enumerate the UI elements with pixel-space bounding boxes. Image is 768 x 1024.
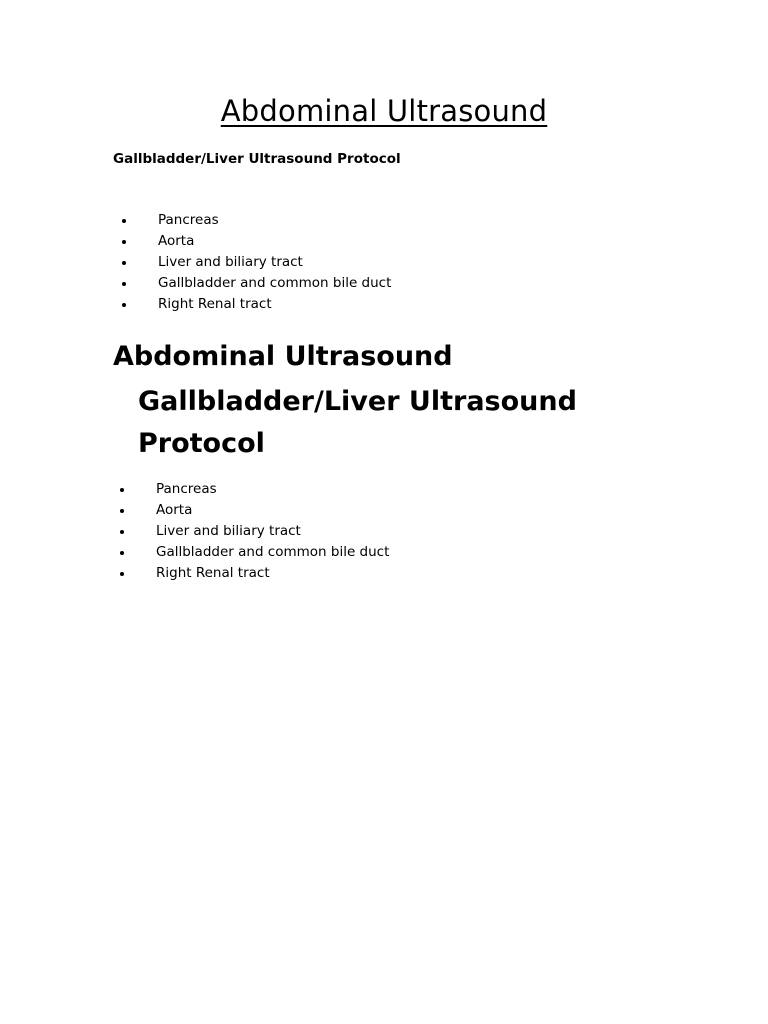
organ-list-repeat — [0, 479, 389, 584]
list-item — [0, 500, 389, 521]
list-item — [0, 542, 389, 563]
bullet-icon — [122, 303, 126, 307]
list-item — [0, 273, 391, 294]
bullet-icon — [122, 240, 126, 244]
list-item — [0, 479, 389, 500]
list-item-label: Right Renal tract — [156, 565, 270, 581]
section-subheading: Gallbladder/Liver Ultrasound Protocol — [138, 386, 577, 459]
list-item — [0, 563, 389, 584]
bullet-icon — [120, 551, 124, 555]
bullet-icon — [122, 261, 126, 265]
section-heading: Abdominal Ultrasound — [113, 341, 453, 372]
bullet-icon — [120, 530, 124, 534]
list-item — [0, 252, 391, 273]
list-item — [0, 231, 391, 252]
list-item-label: Pancreas — [156, 481, 217, 497]
bullet-icon — [120, 509, 124, 513]
list-item — [0, 210, 391, 231]
page-title: Abdominal Ultrasound — [220, 94, 548, 128]
protocol-subtitle: Gallbladder/Liver Ultrasound Protocol — [113, 151, 401, 167]
list-item-label: Aorta — [156, 502, 193, 518]
list-item-label: Aorta — [158, 233, 195, 249]
bullet-icon — [120, 488, 124, 492]
bullet-icon — [120, 572, 124, 576]
list-item-label: Liver and biliary tract — [158, 254, 303, 270]
list-item — [0, 521, 389, 542]
organ-list — [0, 210, 391, 315]
list-item-label: Liver and biliary tract — [156, 523, 301, 539]
list-item-label: Gallbladder and common bile duct — [158, 275, 392, 291]
bullet-icon — [122, 282, 126, 286]
bullet-icon — [122, 219, 126, 223]
list-item-label: Pancreas — [158, 212, 219, 228]
list-item-label: Gallbladder and common bile duct — [156, 544, 390, 560]
list-item — [0, 294, 391, 315]
list-item-label: Right Renal tract — [158, 296, 272, 312]
